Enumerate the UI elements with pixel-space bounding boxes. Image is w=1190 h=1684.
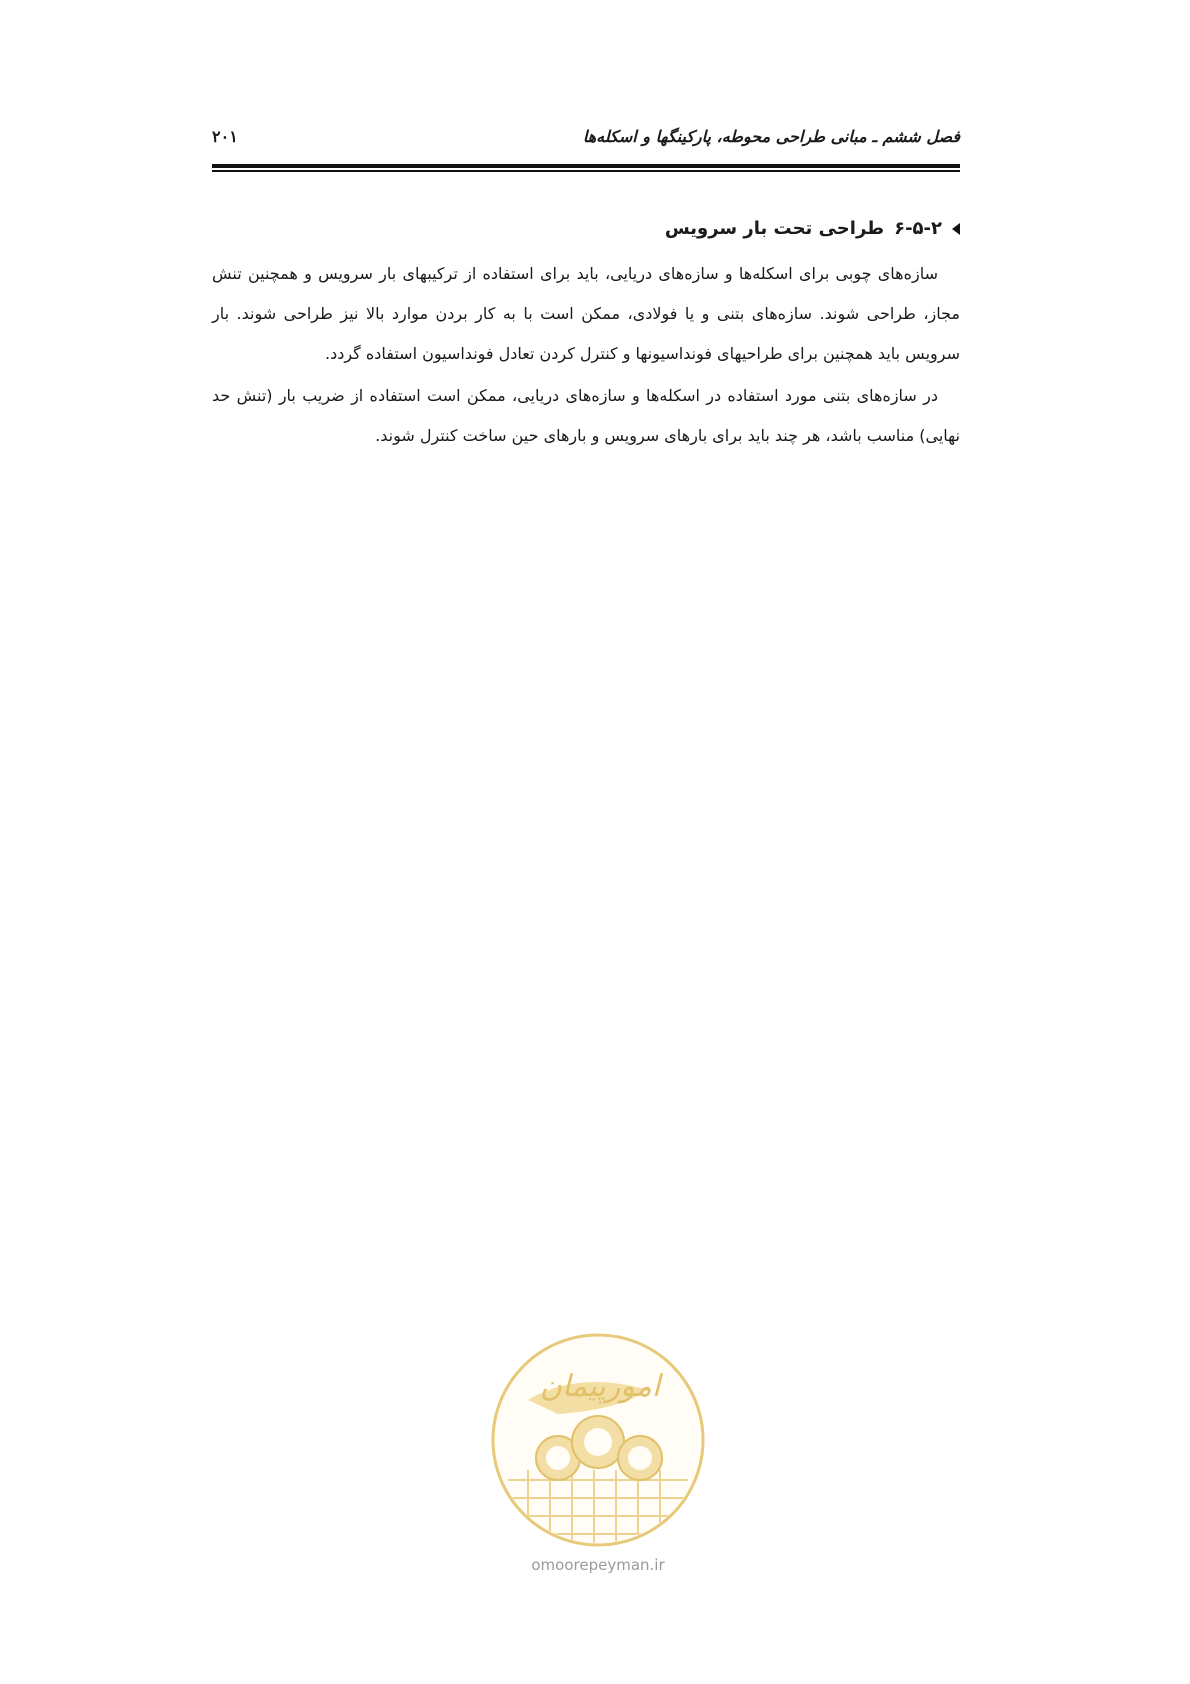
watermark-logo-text: امورپیمان [539,1369,661,1404]
watermark-caption: omoorepeyman.ir [531,1556,665,1574]
header-rule-thick [212,164,960,168]
page-content [212,216,960,458]
section-number: ۶-۵-۲ [894,218,942,239]
chapter-title: فصل ششم ـ مبانی طراحی محوطه، پارکینگها و اسکله‌ها [582,127,960,146]
page-number: ۲۰۱ [212,127,238,146]
triangle-bullet-icon [952,223,960,235]
section-title: طراحی تحت بار سرویس [664,218,885,239]
section-heading [212,216,960,242]
header-rule-thin [212,170,960,172]
paragraph: سازه‌های چوبی برای اسکله‌ها و سازه‌های دریایی، باید برای استفاده از ترکیبهای بار سرویس و همچنین تنش مجاز، طراحی شوند. سازه‌های بتنی و یا فولادی، ممکن است با به کار بردن موارد بالا نیز طراحی شوند. بار سرویس باید همچنین برای طراحیهای فونداسیونها و کنترل کردن تعادل فونداسیون استفاده گردد. [212,264,960,363]
paragraph: در سازه‌های بتنی مورد استفاده در اسکله‌ها و سازه‌های دریایی، ممکن است استفاده از ضریب بار (تنش حد نهایی) مناسب باشد، هر چند باید برای بارهای سرویس و بارهای حین ساخت کنترل شوند. [212,386,960,445]
watermark-logo [488,1330,708,1550]
page-header [212,126,960,160]
